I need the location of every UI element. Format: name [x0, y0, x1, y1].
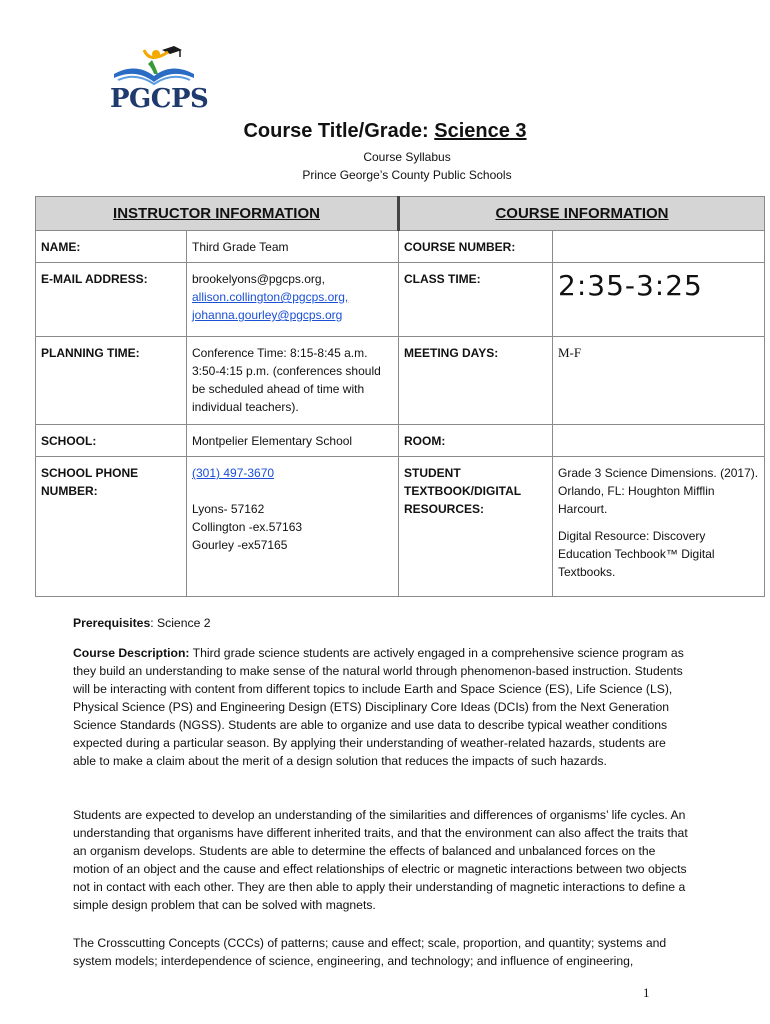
class-time-label: CLASS TIME: — [399, 263, 553, 337]
paragraph-crosscutting: The Crosscutting Concepts (CCCs) of patterns; cause and effect; scale, proportion, and quantity; systems and system models; interdependence of science, engineering, and technology; and influence of engineering, — [73, 936, 667, 968]
ext-collington: Collington -ex.57163 — [192, 520, 303, 534]
meeting-days-label: MEETING DAYS: — [399, 337, 553, 425]
resources-label: STUDENT TEXTBOOK/DIGITAL RESOURCES: — [399, 457, 553, 597]
email-link-collington[interactable]: allison.collington@pgcps.org, — [192, 290, 349, 304]
planning-time-value: Conference Time: 8:15-8:45 a.m. 3:50-4:15 p.m. (conferences should be scheduled ahead of time with individual teachers). — [187, 337, 399, 425]
class-time-value: 2:35-3:25 — [558, 269, 703, 302]
subtitle: Course Syllabus — [363, 150, 451, 164]
table-header-row — [36, 197, 765, 231]
ext-gourley: Gourley -ex57165 — [192, 538, 288, 552]
page-number: 1 — [643, 985, 650, 1000]
school-value: Montpelier Elementary School — [187, 425, 399, 457]
table-row — [36, 263, 765, 337]
course-number-label: COURSE NUMBER: — [399, 231, 553, 263]
page-title — [0, 120, 770, 143]
table-row — [36, 231, 765, 263]
course-description — [73, 644, 688, 770]
school-phone-label: SCHOOL PHONE NUMBER: — [36, 457, 187, 597]
prerequisites-label: Prerequisites — [73, 616, 151, 630]
title-prefix: Course Title/Grade: — [243, 120, 435, 142]
district-name: Prince George’s County Public Schools — [302, 168, 512, 182]
syllabus-info-table — [35, 196, 765, 597]
resources-cell — [553, 457, 765, 597]
pgcps-logo — [108, 44, 209, 116]
book-figure-icon — [108, 44, 198, 86]
email-values — [187, 263, 399, 337]
table-row — [36, 425, 765, 457]
email-label: E-MAIL ADDRESS: — [36, 263, 187, 337]
planning-time-label: PLANNING TIME: — [36, 337, 187, 425]
school-label: SCHOOL: — [36, 425, 187, 457]
phone-link[interactable]: (301) 497-3670 — [192, 466, 275, 480]
room-label: ROOM: — [399, 425, 553, 457]
prerequisites — [73, 614, 688, 632]
course-description-text: Third grade science students are actively engaged in a comprehensive science program as they build an understanding to make sense of the natural world through phenomenon-based instruction. Students will be interacting with content from different topics to include Earth and Space Science (ES), Life Science (LS), Physical Science (PS) and Engineering Design (ETS) Disciplinary Core Ideas (DCIs) from the Next Generation Science Standards (NGSS). Students are able to organize and use data to describe typical weather conditions expected during a particular season. By applying their understanding of weather-related hazards, students are able to make a claim about the merit of a design solution that reduces the impacts of such hazards. — [73, 646, 684, 768]
ext-lyons: Lyons- 57162 — [192, 502, 265, 516]
course-info-header: COURSE INFORMATION — [399, 197, 765, 231]
resources-textbook: Grade 3 Science Dimensions. (2017). Orlando, FL: Houghton Mifflin Harcourt. — [558, 466, 759, 516]
logo-text: PGCPS — [110, 84, 209, 114]
title-course: Science 3 — [434, 120, 527, 142]
room-value — [553, 425, 765, 457]
name-value: Third Grade Team — [187, 231, 399, 263]
class-time-cell — [553, 263, 765, 337]
school-phone-cell — [187, 457, 399, 597]
email-link-gourley[interactable]: johanna.gourley@pgcps.org — [192, 308, 343, 322]
course-number-value — [553, 231, 765, 263]
prerequisites-value: : Science 2 — [150, 616, 211, 630]
paragraph-life-cycles: Students are expected to develop an understanding of the similarities and differences of organisms’ life cycles. An understanding that organisms have different inherited traits, and that the environment can also affect the traits that an organism develops. Students are able to determine the effects of balanced and unbalanced forces on the motion of an object and the cause and effect relationships of electric or magnetic interactions between two objects not in contact with each other. They are then able to apply their understanding of magnetic interactions to define a simple design problem that can be solved with magnets. — [73, 808, 688, 912]
course-description-label: Course Description: — [73, 646, 190, 660]
meeting-days-value: M-F — [553, 337, 765, 425]
table-row — [36, 337, 765, 425]
table-row — [36, 457, 765, 597]
resources-digital: Digital Resource: Discovery Education Techbook™ Digital Textbooks. — [558, 529, 715, 579]
name-label: NAME: — [36, 231, 187, 263]
instructor-info-header: INSTRUCTOR INFORMATION — [36, 197, 399, 231]
email-1: brookelyons@pgcps.org, — [192, 272, 325, 286]
